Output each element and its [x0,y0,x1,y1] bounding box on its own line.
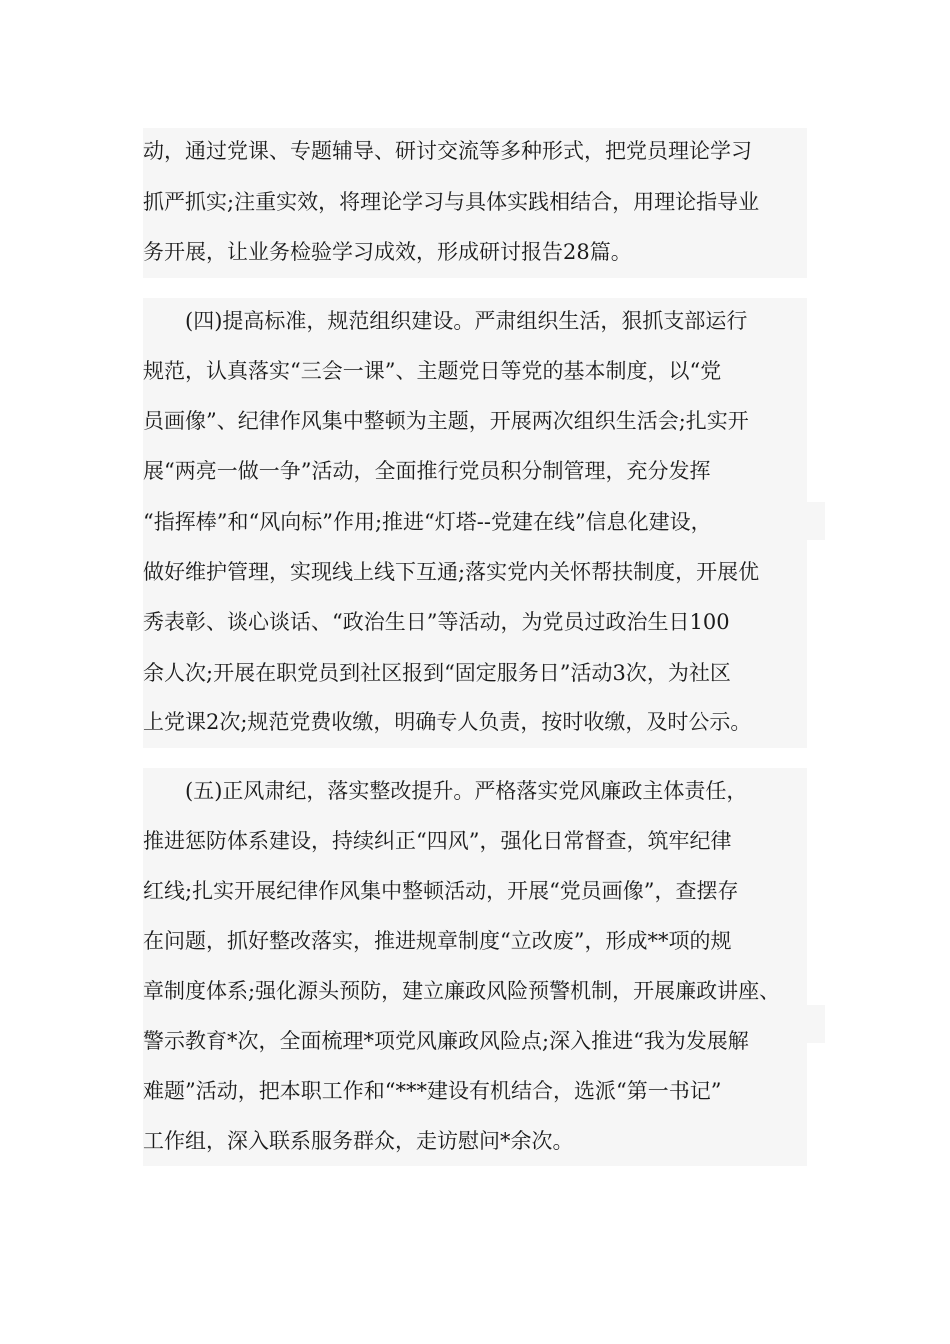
text-line: 余人次;开展在职党员到社区报到“固定服务日”活动3次，为社区 [143,661,731,685]
text-line: 动，通过党课、专题辅导、研讨交流等多种形式，把党员理论学习 [143,139,752,163]
line-highlight [807,502,825,540]
text-line: 工作组，深入联系服务群众，走访慰问*余次。 [143,1129,574,1153]
paragraph-3 [143,768,807,1166]
text-line: 秀表彰、谈心谈话、“政治生日”等活动，为党员过政治生日100 [143,610,730,634]
text-line: 抓严抓实;注重实效，将理论学习与具体实践相结合，用理论指导业 [143,190,760,214]
text-line: 做好维护管理，实现线上线下互通;落实党内关怀帮扶制度，开展优 [143,560,760,584]
text-line: 上党课2次;规范党费收缴，明确专人负责，按时收缴，及时公示。 [143,710,752,734]
text-line: “指挥棒”和“风向标”作用;推进“灯塔--党建在线”信息化建设， [143,510,712,534]
text-line: 章制度体系;强化源头预防，建立廉政风险预警机制，开展廉政讲座、 [143,979,781,1003]
line-highlight [807,1005,825,1043]
text-line: 推进惩防体系建设，持续纠正“四风”，强化日常督查，筑牢纪律 [143,829,732,853]
text-line: 员画像”、纪律作风集中整顿为主题，开展两次组织生活会;扎实开 [143,409,749,433]
text-line: (四)提高标准，规范组织建设。严肃组织生活，狠抓支部运行 [185,309,748,333]
text-line: 难题”活动，把本职工作和“***建设有机结合，选派“第一书记” [143,1079,722,1103]
paragraph-1 [143,128,807,278]
text-line: 规范，认真落实“三会一课”、主题党日等党的基本制度，以“党 [143,359,722,383]
text-line: 警示教育*次，全面梳理*项党风廉政风险点;深入推进“我为发展解 [143,1029,749,1053]
text-line: (五)正风肃纪，落实整改提升。严格落实党风廉政主体责任， [185,779,748,803]
text-line: 展“两亮一做一争”活动，全面推行党员积分制管理，充分发挥 [143,459,711,483]
text-line: 务开展，让业务检验学习成效，形成研讨报告28篇。 [143,240,632,264]
text-line: 在问题，抓好整改落实，推进规章制度“立改废”，形成**项的规 [143,929,732,953]
text-line: 红线;扎实开展纪律作风集中整顿活动，开展“党员画像”，查摆存 [143,879,739,903]
paragraph-2 [143,298,807,748]
